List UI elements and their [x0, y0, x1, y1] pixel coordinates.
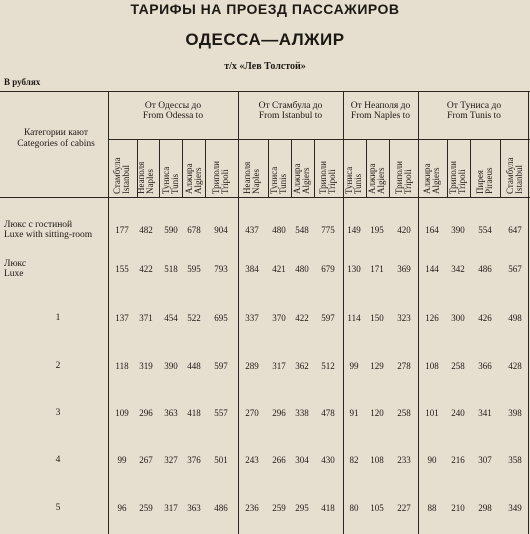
rule-line: [470, 139, 471, 197]
column-header: [113, 158, 131, 194]
fare-cell: 129: [370, 361, 384, 371]
fare-cell: 88: [427, 503, 437, 513]
row-label-line: 5: [55, 503, 61, 513]
fare-cell: 82: [349, 455, 359, 465]
fare-cell: 171: [370, 264, 384, 274]
fare-cell: 323: [397, 313, 411, 323]
category-header: [6, 128, 106, 150]
fare-cell: 101: [425, 408, 439, 418]
fare-cell: 486: [214, 503, 228, 513]
fare-cell: 590: [164, 225, 178, 235]
row-label-line: 2: [55, 361, 61, 371]
column-header-line: Туниса: [344, 166, 354, 194]
fare-cell: 99: [117, 455, 127, 465]
rule-line: [159, 139, 160, 197]
fare-cell: 793: [214, 264, 228, 274]
column-header-line: Стамбула: [505, 157, 515, 194]
fare-cell: 319: [139, 361, 153, 371]
column-header: [137, 162, 155, 194]
column-header-line: Пирея: [475, 170, 485, 194]
fare-cell: 518: [164, 264, 178, 274]
fare-cell: 480: [295, 264, 309, 274]
column-header: [506, 158, 524, 194]
fare-cell: 422: [139, 264, 153, 274]
fare-cell: 554: [478, 225, 492, 235]
column-header-line: Algiers: [301, 167, 311, 194]
category-header-line: Categories of cabins: [17, 139, 95, 149]
fare-cell: 90: [427, 455, 437, 465]
column-header-line: Туниса: [269, 166, 279, 194]
group-header-line: От Одессы до: [144, 101, 202, 111]
group-header-line: From Odessa to: [142, 111, 204, 121]
column-header-line: Алжира: [292, 163, 302, 194]
column-header-line: Триполи: [448, 161, 458, 194]
column-header-line: Триполи: [211, 161, 221, 194]
fare-cell: 548: [295, 225, 309, 235]
fare-cell: 295: [295, 503, 309, 513]
ship-name: т/х «Лев Толстой»: [224, 61, 306, 72]
column-header-line: Туниса: [161, 166, 171, 194]
fare-cell: 366: [478, 361, 492, 371]
column-header-line: Naples: [251, 169, 261, 194]
fare-cell: 109: [115, 408, 129, 418]
fare-cell: 259: [272, 503, 286, 513]
fare-cell: 390: [164, 361, 178, 371]
fare-cell: 108: [425, 361, 439, 371]
group-header-line: From Naples to: [350, 111, 411, 121]
fare-cell: 337: [245, 313, 259, 323]
column-header-line: Istanbul: [514, 165, 524, 194]
group-header: [108, 101, 238, 121]
fare-cell: 904: [214, 225, 228, 235]
row-label-line: Люкс: [4, 259, 27, 269]
rule-line: [108, 139, 530, 140]
column-header: [476, 168, 494, 195]
group-header-line: От Туниса до: [446, 101, 502, 111]
fare-cell: 597: [321, 313, 335, 323]
route-title: ОДЕССА—АЛЖИР: [185, 30, 345, 49]
column-header-line: Istanbul: [121, 165, 131, 194]
fare-cell: 597: [214, 361, 228, 371]
fare-cell: 177: [115, 225, 129, 235]
fare-cell: 298: [478, 503, 492, 513]
column-header-line: Неаполя: [136, 161, 146, 194]
fare-cell: 259: [139, 503, 153, 513]
fare-cell: 557: [214, 408, 228, 418]
group-header-line: From Istanbul to: [258, 111, 323, 121]
column-header: [293, 163, 311, 194]
page-title: ТАРИФЫ НА ПРОЕЗД ПАССАЖИРОВ: [130, 1, 400, 17]
fare-cell: 210: [451, 503, 465, 513]
row-label-line: 4: [55, 455, 61, 465]
column-header-line: Piraeus: [484, 167, 494, 194]
fare-cell: 304: [295, 455, 309, 465]
row-label-line: Luxe: [4, 269, 24, 279]
fare-cell: 240: [451, 408, 465, 418]
rule-line: [0, 91, 530, 92]
rule-line: [182, 139, 183, 197]
fare-cell: 522: [187, 313, 201, 323]
column-header-line: Алжира: [367, 163, 377, 194]
row-label: [49, 503, 67, 513]
fare-cell: 448: [187, 361, 201, 371]
fare-cell: 258: [397, 408, 411, 418]
fare-cell: 236: [245, 503, 259, 513]
fare-cell: 678: [187, 225, 201, 235]
fare-cell: 398: [508, 408, 522, 418]
fare-cell: 130: [347, 264, 361, 274]
fare-cell: 144: [425, 264, 439, 274]
rule-line: [314, 139, 315, 197]
fare-cell: 233: [397, 455, 411, 465]
fare-cell: 137: [115, 313, 129, 323]
group-header-line: От Стамбула до: [258, 101, 323, 111]
fare-cell: 567: [508, 264, 522, 274]
fare-cell: 647: [508, 225, 522, 235]
fare-cell: 317: [272, 361, 286, 371]
row-label: [49, 313, 67, 323]
row-label: [4, 259, 26, 279]
fare-cell: 595: [187, 264, 201, 274]
column-header-line: Tripoli: [403, 169, 413, 194]
fare-cell: 278: [397, 361, 411, 371]
fare-cell: 482: [139, 225, 153, 235]
row-label: [49, 361, 67, 371]
column-header-line: Tunis: [278, 173, 288, 194]
fare-cell: 349: [508, 503, 522, 513]
column-header-line: Алжира: [184, 163, 194, 194]
column-header: [449, 161, 467, 194]
column-header-line: Tripoli: [457, 169, 467, 194]
column-header-line: Триполи: [318, 161, 328, 194]
rule-line: [205, 139, 206, 197]
column-header-line: Algiers: [376, 167, 386, 194]
fare-cell: 342: [451, 264, 465, 274]
fare-cell: 384: [245, 264, 259, 274]
fare-cell: 149: [347, 225, 361, 235]
fare-cell: 430: [321, 455, 335, 465]
fare-cell: 164: [425, 225, 439, 235]
fare-cell: 300: [451, 313, 465, 323]
fare-cell: 289: [245, 361, 259, 371]
group-header: [238, 101, 343, 121]
fare-cell: 155: [115, 264, 129, 274]
fare-cell: 420: [397, 225, 411, 235]
column-header: [319, 161, 337, 194]
rule-line: [0, 197, 530, 198]
column-header: [243, 162, 261, 194]
fare-cell: 317: [164, 503, 178, 513]
column-header: [185, 163, 203, 194]
fare-cell: 376: [187, 455, 201, 465]
fare-cell: 126: [425, 313, 439, 323]
column-header-line: Триполи: [394, 161, 404, 194]
fare-cell: 296: [139, 408, 153, 418]
fare-cell: 418: [187, 408, 201, 418]
column-header: [212, 161, 230, 194]
fare-cell: 390: [451, 225, 465, 235]
fare-cell: 498: [508, 313, 522, 323]
column-header-line: Algiers: [193, 167, 203, 194]
group-header: [343, 101, 418, 121]
column-header-line: Algiers: [431, 167, 441, 194]
row-label: [49, 408, 67, 418]
fare-cell: 428: [508, 361, 522, 371]
fare-cell: 679: [321, 264, 335, 274]
fare-cell: 120: [370, 408, 384, 418]
fare-cell: 426: [478, 313, 492, 323]
column-header: [345, 167, 363, 194]
fare-cell: 369: [397, 264, 411, 274]
fare-cell: 480: [272, 225, 286, 235]
row-label-line: Люкс с гостиной: [4, 220, 73, 230]
fare-cell: 99: [349, 361, 359, 371]
fare-cell: 150: [370, 313, 384, 323]
fare-cell: 258: [451, 361, 465, 371]
fare-cell: 422: [295, 313, 309, 323]
fare-cell: 775: [321, 225, 335, 235]
row-label-line: 3: [55, 408, 61, 418]
column-header: [162, 167, 180, 194]
group-header-line: От Неаполя до: [350, 101, 411, 111]
fare-cell: 91: [349, 408, 359, 418]
column-header-line: Tripoli: [327, 169, 337, 194]
column-header: [423, 163, 441, 194]
fare-cell: 421: [272, 264, 286, 274]
fare-cell: 114: [347, 313, 361, 323]
fare-cell: 216: [451, 455, 465, 465]
fare-cell: 695: [214, 313, 228, 323]
row-label: [49, 455, 67, 465]
fare-cell: 362: [295, 361, 309, 371]
row-label-line: Luxe with sitting-room: [4, 230, 93, 240]
fare-cell: 341: [478, 408, 492, 418]
row-label-line: 1: [55, 313, 61, 323]
fare-cell: 454: [164, 313, 178, 323]
column-header: [270, 167, 288, 194]
currency-note: В рублях: [4, 77, 41, 87]
fare-cell: 501: [214, 455, 228, 465]
column-header-line: Tunis: [170, 173, 180, 194]
fare-cell: 363: [164, 408, 178, 418]
fare-cell: 266: [272, 455, 286, 465]
rule-line: [500, 139, 501, 197]
group-header-line: From Tunis to: [447, 111, 501, 121]
fare-cell: 243: [245, 455, 259, 465]
fare-cell: 370: [272, 313, 286, 323]
column-header-line: Tunis: [353, 173, 363, 194]
column-header-line: Алжира: [422, 163, 432, 194]
fare-cell: 338: [295, 408, 309, 418]
column-header-line: Naples: [145, 169, 155, 194]
fare-cell: 327: [164, 455, 178, 465]
column-header: [368, 163, 386, 194]
column-header-line: Неаполя: [242, 161, 252, 194]
fare-cell: 363: [187, 503, 201, 513]
fare-cell: 437: [245, 225, 259, 235]
fare-cell: 267: [139, 455, 153, 465]
fare-cell: 270: [245, 408, 259, 418]
fare-cell: 227: [397, 503, 411, 513]
fare-cell: 371: [139, 313, 153, 323]
category-header-line: Категории кают: [23, 128, 89, 138]
fare-cell: 418: [321, 503, 335, 513]
fare-cell: 358: [508, 455, 522, 465]
fare-cell: 118: [115, 361, 129, 371]
column-header: [395, 161, 413, 194]
fare-cell: 80: [349, 503, 359, 513]
fare-cell: 512: [321, 361, 335, 371]
column-header-line: Tripoli: [220, 169, 230, 194]
fare-cell: 296: [272, 408, 286, 418]
fare-cell: 478: [321, 408, 335, 418]
row-label: [4, 220, 92, 240]
fare-cell: 105: [370, 503, 384, 513]
fare-cell: 108: [370, 455, 384, 465]
column-header-line: Стамбула: [112, 157, 122, 194]
fare-cell: 195: [370, 225, 384, 235]
fare-cell: 96: [117, 503, 127, 513]
fare-cell: 486: [478, 264, 492, 274]
fare-cell: 307: [478, 455, 492, 465]
group-header: [418, 101, 530, 121]
rule-line: [389, 139, 390, 197]
